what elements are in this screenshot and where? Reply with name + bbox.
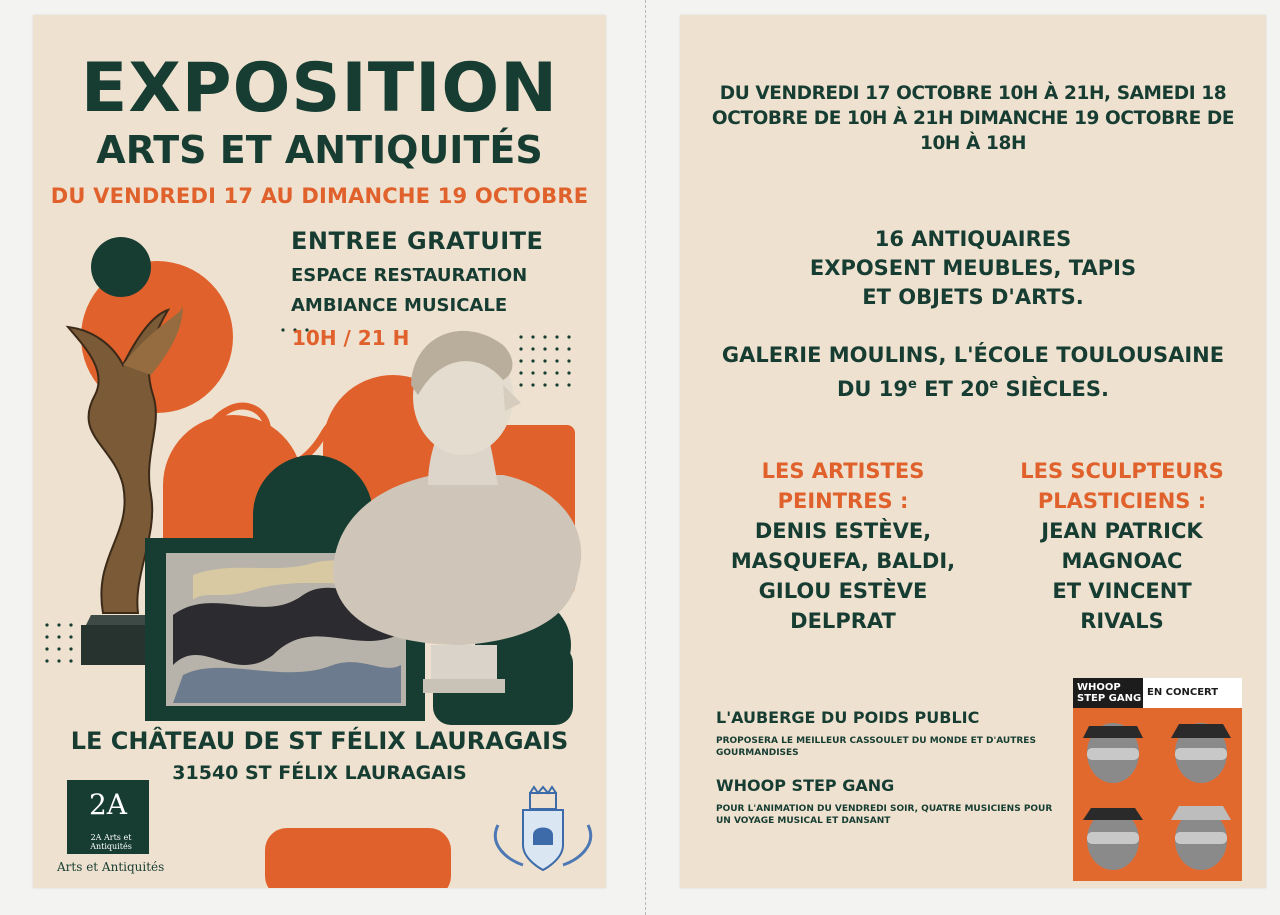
venue-address: 31540 ST FÉLIX LAURAGAIS: [172, 762, 467, 784]
concert-poster-label: EN CONCERT: [1147, 687, 1219, 698]
band-name-line: WHOOP: [1077, 682, 1121, 693]
poster-page-left: [33, 15, 606, 888]
artist-name: MASQUEFA, BALDI,: [730, 549, 956, 573]
galerie-line: [700, 370, 1246, 404]
sculptors-column: [1002, 456, 1242, 636]
concert-poster-image: [1073, 678, 1242, 881]
galerie-text: ET 20: [916, 377, 990, 401]
coat-of-arms-icon: [488, 785, 598, 880]
brand-logo-mark: 2A: [88, 788, 128, 821]
green-circle-decor: [91, 237, 151, 297]
galerie-text: DU 19: [836, 377, 908, 401]
whoop-title: WHOOP STEP GANG: [716, 776, 895, 795]
antiquaires-block: [710, 225, 1236, 312]
poster-dates: DU VENDREDI 17 AU DIMANCHE 19 OCTOBRE: [50, 184, 589, 208]
sculptors-title: PLASTICIENS :: [1037, 489, 1207, 513]
galerie-line: GALERIE MOULINS, L'ÉCOLE TOULOUSAINE: [721, 343, 1225, 367]
sculptor-name: MAGNOAC: [1061, 549, 1183, 573]
sculptor-name: RIVALS: [1080, 609, 1164, 633]
artist-name: DELPRAT: [790, 609, 896, 633]
antiquaires-line: ET OBJETS D'ARTS.: [862, 285, 1084, 309]
artist-name: DENIS ESTÈVE,: [754, 519, 932, 543]
entry-info: ENTREE GRATUITE: [291, 227, 544, 255]
poster-title: EXPOSITION: [80, 49, 559, 128]
galerie-block: [700, 341, 1246, 404]
schedule-text: DU VENDREDI 17 OCTOBRE 10H À 21H, SAMEDI 18 OCTOBRE DE 10H À 21H DIMANCHE 19 OCTOBRE DE 10H À 18H: [711, 83, 1235, 154]
artist-name: GILOU ESTÈVE: [758, 579, 928, 603]
musicians-photo: [1073, 708, 1242, 881]
venue-name: LE CHÂTEAU DE ST FÉLIX LAURAGAIS: [70, 727, 569, 755]
orange-bottom-decor: [265, 828, 451, 888]
sculptors-title: LES SCULPTEURS: [1020, 459, 1224, 483]
auberge-text: PROPOSERA LE MEILLEUR CASSOULET DU MONDE ET D'AUTRES GOURMANDISES: [716, 736, 1036, 758]
auberge-title: L'AUBERGE DU POIDS PUBLIC: [716, 708, 980, 727]
galerie-superscript: e: [908, 377, 917, 392]
sculptor-name: ET VINCENT: [1052, 579, 1192, 603]
artists-title: LES ARTISTES: [761, 459, 925, 483]
brand-logo-caption: Arts et Antiquités: [57, 860, 165, 874]
antiquaires-line: EXPOSENT MEUBLES, TAPIS: [809, 256, 1137, 280]
poster-page-right: [680, 15, 1266, 888]
whoop-text: POUR L'ANIMATION DU VENDREDI SOIR, QUATRE MUSICIENS POUR UN VOYAGE MUSICAL ET DANSANT: [716, 804, 1053, 826]
antiquaires-line: 16 ANTIQUAIRES: [874, 227, 1072, 251]
band-name-line: STEP GANG: [1077, 693, 1142, 704]
fold-divider: [645, 0, 646, 915]
poster-subtitle: ARTS ET ANTIQUITÉS: [96, 128, 543, 172]
ambiance-info: AMBIANCE MUSICALE: [291, 295, 508, 316]
concert-poster-band: [1073, 678, 1143, 708]
artists-title: PEINTRES :: [777, 489, 909, 513]
artists-column: [708, 456, 978, 636]
brand-logo-small-text: 2A Arts et Antiquités: [90, 833, 132, 851]
opening-hours: 10H / 21 H: [292, 326, 410, 350]
galerie-text: SIÈCLES.: [998, 377, 1110, 401]
sculptor-name: JEAN PATRICK: [1041, 519, 1203, 543]
restauration-info: ESPACE RESTAURATION: [291, 265, 528, 286]
galerie-superscript: e: [989, 377, 999, 392]
